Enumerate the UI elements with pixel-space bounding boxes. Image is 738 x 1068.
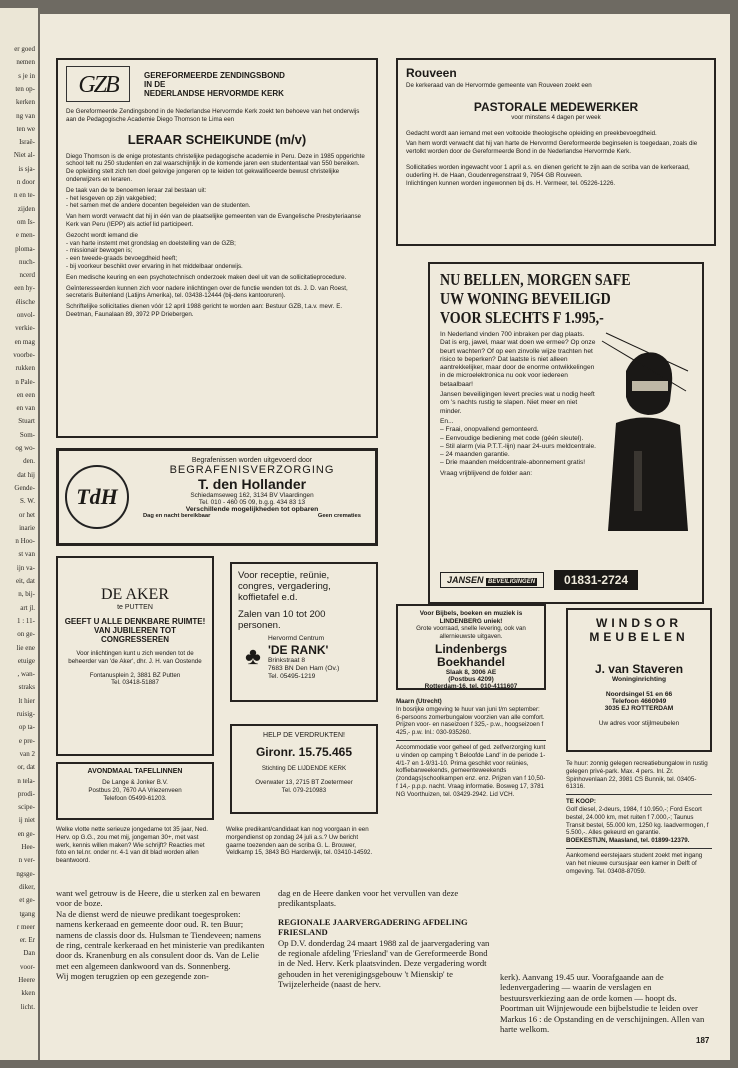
edge-text-line: n, bij- (18, 590, 35, 599)
edge-text-line: voorbe- (13, 350, 35, 359)
jansen-item2: – Eenvoudige bediening met code (géén sleutel). (440, 434, 584, 442)
edge-text-line: en van (16, 404, 35, 413)
classifieds-right (566, 760, 712, 878)
classified-maarn-head: Maarn (Utrecht) (396, 698, 442, 705)
windsor-advert (566, 608, 712, 752)
jansen-headline-3: VOOR SLECHTS F 1.995,- (440, 308, 604, 327)
edge-text-line: n en te- (14, 191, 35, 200)
rouveen-place: Rouveen (406, 66, 457, 80)
edge-text-line: dat hij (17, 470, 35, 479)
gzb-p6: Een medische keuring en een psychotechnisch onderzoek maken deel uit van de sollicitatieprocedure. (66, 273, 347, 281)
edge-text-line: S. W. (20, 497, 35, 506)
edge-text-line: or, dat (17, 763, 35, 772)
jansen-headline-1: NU BELLEN, MORGEN SAFE (440, 270, 631, 289)
aker-name: DE AKER (101, 586, 169, 603)
rank-centre: Hervormd Centrum (268, 635, 325, 642)
gzb-p7: Geïnteresseerden kunnen zich voor nadere inlichtingen over de functie wenden tot ds. J. D. van Roest, secretaris Buitenland (Latijns Amerika), tel. 03438-12444 (bij-dens kantooruren). (66, 284, 348, 300)
classified-dating: Welke vlotte nette serieuze jongedame tot 35 jaar, Ned. Herv. op G.G., zou met mij, jongeman 30+, met vast werk, kennis willen maken? Wie schrijft? Reacties met foto en tel.nr. onder nr. 4-1 van dit blad worden allen beantwoord. (56, 826, 208, 865)
edge-text-line: e men- (15, 231, 35, 240)
edge-text-line: n ver- (18, 856, 35, 865)
classified-camping: Accommodatie voor geheel of ged. zelfverzorging kunt u vinden op camping 't Beloofde Land' in de periode 1-4/1-7 en 1-9/31-10. Prima geschikt voor reünies, koffiebarweekends, gemeenteweekends (zondags)schoolkampen enz. enz. Prijzen van f 10,50-f 14,- p.p.p. nacht. Vraag informatie. Bosweg 17, 3781 NG Voorthuizen, tel. 03429-2942. Lid VCH. (396, 743, 546, 798)
gzb-p1: Diego Thomson is de enige protestants christelijke pedagogische academie in Peru. Deze in 1985 opgerichte school telt nu 250 studenten en zal waarschijnlijk in de komende jaren een studententaal van 550 bereiken. (66, 152, 365, 168)
aker-address: Fontanusplein 2, 3881 BZ Putten (89, 671, 181, 679)
jansen-logo (440, 572, 544, 588)
edge-text-line: en een (16, 390, 35, 399)
edge-text-line: lt hier (18, 696, 35, 705)
edge-text-line: straks (18, 683, 35, 692)
article-col2-body: Op D.V. donderdag 24 maart 1988 zal de jaarvergadering van de regionale afdeling 'Friesland' van de Gereformeerde Bond in de Ned. Herv. Kerk plaatsvinden. Deze vergadering wordt gehouden in het verenigingsgebouw 't Mienskip' te Twijzelerheide (naast de herv. (278, 937, 490, 990)
lindenbergs-address-3: Rotterdam-16, tel. 010-4111607 (424, 683, 518, 690)
aker-telephone: Tel. 03418-51887 (111, 679, 159, 687)
hollander-advert (56, 448, 378, 546)
edge-text-line: Heere (18, 976, 35, 984)
rank-name: 'DE RANK' (268, 643, 329, 657)
lindenbergs-advert (396, 604, 546, 690)
article-col1-p3: Wij mogen terugzien op een gezegende zon- (56, 971, 209, 982)
article-col1-p2: Na de dienst werd de nieuwe predikant toegesproken: namens kerkeraad en gemeente door oud. R. ten Buur; namens de classis door ds. Hulsman te Tiendeveen; namens de ring, centrale kerkeraad en het ministerie van predikanten door ds. Kranenburg en als consulent door ds. Van de Lelie met een algemeen dankwoord van ds. Sonnenberg. (56, 908, 265, 971)
edge-text-line: er goed (14, 45, 35, 53)
burglar-illustration (596, 331, 692, 566)
edge-text-line: een hy- (14, 284, 35, 293)
jansen-brand-2: BEVEILIGINGEN (488, 579, 536, 585)
grapes-icon: ♣ (245, 643, 261, 670)
jansen-headline-2: UW WONING BEVEILIGD (440, 289, 611, 308)
classified-maarn: In bosrijke omgeving te huur van juni t/m september: 6-persoons zomerbungalow voorzien van alle comfort. Prijzen voor- en naseizoen f 325,- p.w., hoogseizoen f 425,- p.w. Inl.: 030-935260. (396, 705, 545, 737)
lijdende-kerk-giro: Gironr. 15.75.465 (255, 745, 353, 759)
gzb-p8: Schriftelijke sollicitaties dienen vóór 12 april 1988 gericht te worden aan: Bestuur GZB, t.a.v. mevr. E. Deetman, Faunalaan 89, 3972 PP Driebergen. (66, 303, 343, 318)
rank-line-3: koffietafel e.d. (238, 592, 298, 603)
classified-te-koop: Golf diesel, 2-deurs, 1984, f 10.950,-; Ford Escort bestel, 24.000 km, met ruiten f 7.000,-; Taunus Transit bestel, 55.000 km, 1250 kg. laadvermogen, f 5.500,-. Alles gekeurd en garantie. (566, 805, 709, 837)
rank-address-1: Brinkstraat 8 (268, 657, 306, 664)
edge-text-line: van 2 (19, 749, 35, 758)
edge-text-line: op ta- (18, 723, 35, 732)
edge-text-line: st van (18, 550, 35, 559)
left-page-edge (0, 8, 38, 1060)
rouveen-intro: De kerkeraad van de Hervormde gemeente van Rouveen zoekt een (406, 82, 592, 89)
article-col1-p1: want wel getrouw is de Heere, die u sterken zal en bewaren voor de boze. (56, 888, 261, 909)
jansen-ask: Vraag vrijblijvend de folder aan: (440, 469, 533, 477)
jansen-phone: 01831-2724 (554, 570, 638, 590)
edge-text-line: on ge- (17, 630, 35, 639)
page (40, 14, 730, 1060)
article-col3-body: kerk). Aanvang 19.45 uur. Voorafgaande aan de ledenvergadering — waarin de verslagen en bestuursverkiezing aan de orde komen — hoopt ds. Poortman uit Wijnjewoude een bijbelstudie te leiden over Markus 16 : de Opstanding en de verschijningen. Allen van harte welkom. (500, 972, 705, 1035)
edge-text-line: Dan (23, 949, 35, 958)
edge-text-line: prodi- (17, 789, 35, 798)
gzb-p5d: - bij voorkeur beschikt over ervaring in het middelbaar onderwijs. (66, 262, 243, 270)
article-col2-heading: REGIONALE JAARVERGADERING AFDELING FRIESLAND (278, 916, 468, 938)
classified-boekestijn: BOEKESTIJN, Maasland, tel. 01899-12379. (566, 837, 690, 845)
windsor-address-3: 3035 EJ ROTTERDAM (604, 705, 674, 712)
edge-text-line: n Pale- (15, 377, 35, 386)
edge-text-line: nemen (16, 58, 35, 67)
edge-text-line: et ge- (19, 896, 35, 905)
edge-text-line: inarie (19, 523, 35, 532)
edge-text-line: r meer (16, 922, 35, 931)
lindenbergs-sub: Grote voorraad, snelle levering, ook van allernieuwste uitgaven. (416, 625, 526, 640)
edge-text-line: ij niet (18, 816, 35, 825)
edge-text-line: den. (23, 457, 35, 466)
page-number: 187 (696, 1036, 710, 1045)
gzb-intro: De Gereformeerde Zendingsbond in de Nederlandse Hervormde Kerk zoekt ten behoeve van het onderwijs aan de Pedagogische Academie Diego Thomson te Lima een (66, 108, 360, 123)
edge-text-line: ten we (16, 124, 35, 133)
hollander-name2: T. den Hollander (197, 476, 307, 492)
edge-text-line: élische (15, 297, 35, 306)
windsor-word-2: MEUBELEN (589, 630, 689, 644)
edge-text-line: etuige (17, 656, 35, 665)
classified-te-huur: Te huur: zonnig gelegen recreatiebungalow in rustig gelegen privé-park. Max. 4 pers. Inl. Zr. Spinhovenlaan 22, 3981 CS Bunnik, tel. 03405-61316. (566, 760, 708, 791)
hollander-name1: BEGRAFENISVERZORGING (169, 464, 335, 476)
lindenbergs-name-1: Lindenbergs (434, 642, 507, 656)
jansen-item4: – 24 maanden garantie. (440, 451, 510, 459)
avondmaal-line-2: Postbus 20, 7670 AA Vriezenveen (88, 786, 182, 794)
gzb-p5b: - missionair bewogen is; (66, 247, 133, 255)
classified-predikant: Welke predikant/candidaat kan nog voorgaan in een morgendienst op zondag 24 juli a.s.? Uw bericht gaarne toezenden aan de scriba G. L. Brouwer, Veldkamp 15, 3843 BG Harderwijk, tel. 03410-14592. (226, 826, 373, 857)
rank-line-2: congres, vergadering, (238, 581, 331, 592)
edge-text-line: art jl. (20, 603, 35, 612)
lindenbergs-top: Voor Bijbels, boeken en muziek is LINDENBERG uniek! (419, 610, 523, 625)
aker-info: Voor inlichtingen kunt u zich wenden tot de beheerder van 'de Aker', dhr. J. H. van Oostende (68, 650, 202, 665)
aker-advert (56, 556, 214, 756)
rank-telephone: Tel. 05495-1219 (268, 673, 316, 680)
jansen-item5: – Drie maanden meldcentrale-abonnement gratis! (440, 459, 586, 467)
gzb-job-title: LERAAR SCHEIKUNDE (m/v) (127, 131, 307, 147)
windsor-subtitle: Woninginrichting (611, 676, 667, 683)
lijdende-kerk-telephone: Tel. 079-210983 (281, 786, 327, 794)
jansen-en: En... (440, 417, 454, 425)
edge-text-line: zijden (17, 204, 35, 213)
edge-text-line: s je in (18, 71, 35, 80)
article-col-1 (56, 888, 268, 982)
rouveen-p1: Gedacht wordt aan iemand met een voltooide theologische opleiding en preekbevoegdheid. (406, 129, 657, 137)
gzb-p5c: - een tweede-graads bevoegdheid heeft; (66, 255, 178, 263)
rouveen-p3: Sollicitaties worden ingewacht voor 1 april a.s. en dienen gericht te zijn aan de scriba van de kerkeraad, ouderling H. de Haan, Goudenregenstraat 9, 7954 GB Rouveen. (406, 163, 690, 179)
edge-text-line: en mag (14, 337, 35, 346)
rouveen-advert (396, 58, 716, 246)
article-col2-top: dag en de Heere danken voor het vervullen van deze predikantsplaats. (278, 888, 459, 909)
gzb-p5: Gezocht wordt iemand die (66, 231, 138, 239)
edge-text-line: en ge- (17, 829, 35, 838)
edge-text-line: n door (16, 178, 35, 186)
classifieds-middle (396, 698, 546, 802)
jansen-body: In Nederland vinden 700 inbraken per dag plaats. Dat is erg, jawel, maar wat doen we ermee? Op onze beurt wachten? Of op een zinvolle wijze trachten het risico te beperken? Dat laatste is niet alleen aantrekkelijker, maar door de enorme ontwikkelingen in de microelektronica nu ook voor iedereen betaalbaar! (440, 331, 596, 388)
windsor-tagline: Uw adres voor stijlmeubelen (598, 720, 680, 727)
lijdende-kerk-name: Stichting DE LIJDENDE KERK (261, 765, 347, 772)
hollander-monogram-logo: TdH (65, 465, 129, 529)
avondmaal-advert (56, 762, 214, 820)
lindenbergs-name-2: Boekhandel (436, 655, 505, 669)
gzb-p5a: - van harte instemt met grondslag en doelstelling van de GZB; (66, 239, 236, 247)
edge-text-line: ploma- (15, 244, 35, 253)
hollander-line: Verschillende mogelijkheden tot opbaren (185, 506, 319, 513)
edge-text-line: er. Er (19, 936, 35, 945)
edge-text-line: lie ene (16, 643, 35, 652)
gzb-p3b: - het samen met de andere docenten begeleiden van de studenten. (66, 202, 251, 210)
hollander-telephone: Tel. 010 - 460 05 09, b.g.g. 434 83 13 (198, 499, 306, 506)
edge-text-line: e pre- (18, 736, 35, 745)
avondmaal-line-1: De Lange & Jonker B.V. (102, 779, 168, 786)
gzb-advert (56, 58, 378, 438)
edge-text-line: scipe- (18, 803, 35, 812)
edge-text-line: ten op- (15, 84, 35, 93)
aker-place: te PUTTEN (117, 604, 153, 611)
edge-text-line: kerken (15, 98, 35, 107)
classifieds-left (56, 826, 378, 868)
edge-text-line: licht. (20, 1002, 35, 1011)
edge-text-line: n tela- (17, 776, 35, 785)
rank-address-2: 7683 BN Den Ham (Ov.) (268, 665, 340, 672)
edge-text-line: , wan- (17, 670, 35, 679)
jansen-item3: – Stil alarm (via P.T.T.-lijn) naar 24-uurs meldcentrale. (440, 442, 596, 450)
windsor-name: J. van Staveren (594, 662, 684, 676)
jansen-body2: Jansen beveiligingen levert precies wat u nodig heeft om 's nachts rustig te slapen. Niet meer en niet minder. (440, 391, 595, 415)
edge-text-line: Som- (19, 430, 35, 439)
avondmaal-line-3: Telefoon 05499-61203. (103, 794, 167, 802)
hollander-day-night: Dag en nacht bereikbaar (143, 513, 211, 519)
edge-text-line: kken (21, 989, 35, 998)
article-col-2 (278, 888, 490, 990)
gzb-p4: Van hem wordt verwacht dat hij in één van de plaatselijke gemeenten van de Evangelische Presbyteriaanse Kerk van Peru (IEPP) als actief lid participeert. (66, 213, 361, 228)
edge-text-line: onvol- (16, 311, 35, 319)
aker-headline: GEEFT U ALLE DENKBARE RUIMTE! VAN JUBILEREN TOT CONGRESSEREN (64, 617, 206, 644)
rouveen-p2: Van hem wordt verwacht dat hij van harte de Hervormd Gereformeerde beginselen is toegedaan, zoals die vertolkt worden door de Gereformeerde Bond in de Nederlandse Hervormde Kerk. (406, 140, 698, 156)
edge-text-line: og wo- (15, 444, 35, 452)
lindenbergs-address-1: Slaak 8, 3006 AE (445, 669, 497, 676)
hollander-top: Begrafenissen worden uitgevoerd door (191, 457, 313, 464)
edge-text-line: om Is- (16, 217, 35, 226)
jansen-brand: JANSEN (447, 575, 484, 585)
gzb-p3a: - het lesgeven op zijn vakgebied; (66, 194, 157, 202)
edge-text-line: Gende- (14, 483, 35, 492)
rank-line-1: Voor receptie, reünie, (238, 570, 330, 581)
edge-text-line: tgang (19, 909, 35, 918)
hollander-no-cremation: Geen crematies (317, 513, 361, 519)
jansen-item1: – Fraai, onopvallend gemonteerd. (440, 426, 539, 434)
windsor-word-1: WINDSOR (596, 616, 682, 630)
classified-student: Aankomend eerstejaars student zoekt met ingang van het nieuwe cursusjaar een kamer in Delft of omgeving. Tel. 03408-87059. (566, 851, 703, 875)
windsor-address-1: Noordsingel 51 en 66 (605, 691, 673, 698)
edge-text-line: or het (18, 510, 35, 519)
avondmaal-title: AVONDMAAL TAFELLINNEN (87, 768, 183, 775)
lijdende-kerk-address: Overwater 13, 2715 BT Zoetermeer (255, 778, 353, 786)
lijdende-kerk-help: HELP DE VERDRUKTEN! (263, 732, 345, 739)
jansen-advert (428, 262, 704, 604)
rouveen-subtitle: voor minstens 4 dagen per week (511, 113, 601, 121)
gzb-org-line2: IN DE (144, 79, 166, 89)
classified-te-koop-head: TE KOOP: (566, 798, 596, 806)
edge-text-line: verkie- (15, 324, 35, 333)
edge-text-line: ncerd (19, 271, 35, 280)
edge-text-line: ng van (16, 111, 35, 120)
edge-text-line: Hee- (21, 843, 35, 851)
gzb-logo: GZB (66, 66, 130, 102)
edge-text-line: ruisig- (16, 710, 35, 718)
rank-advert (230, 562, 378, 702)
edge-text-line: diker, (19, 882, 35, 891)
edge-text-line: voor- (19, 962, 35, 971)
edge-text-line: Israë- (19, 138, 35, 147)
edge-text-line: is sja- (18, 164, 35, 173)
edge-text-line: rukken (15, 364, 35, 373)
lindenbergs-address-2: (Postbus 4209) (448, 676, 494, 683)
rank-line-4: Zalen van 10 tot 200 (238, 609, 326, 620)
edge-text-line: ijn va- (16, 563, 35, 572)
hollander-address: Schiedamseweg 162, 3134 BV Vlaardingen (190, 492, 314, 499)
edge-text-line: Stuart (18, 417, 35, 426)
edge-text-line: ngsge- (16, 869, 35, 878)
rank-line-5: personen. (238, 620, 281, 631)
article-col-3 (500, 972, 712, 1034)
rouveen-job-title: PASTORALE MEDEWERKER (473, 99, 639, 114)
lijdende-kerk-advert (230, 724, 378, 814)
edge-text-line: Niet al- (13, 151, 35, 160)
edge-text-line: eit, dat (15, 577, 35, 585)
edge-text-line: nuch- (19, 257, 35, 266)
rouveen-p4: Inlichtingen kunnen worden ingewonnen bij ds. H. Vermeer, tel. 05226-1226. (406, 179, 616, 187)
gzb-p3: De taak van de te benoemen leraar zal bestaan uit: (66, 186, 207, 194)
gzb-org-line3: NEDERLANDSE HERVORMDE KERK (144, 88, 284, 98)
edge-text-line: n Hoo- (15, 537, 35, 546)
edge-text-line: 1 : 11- (16, 616, 35, 625)
gzb-org-line1: GEREFORMEERDE ZENDINGSBOND (144, 70, 285, 80)
gzb-p2: De opleiding stelt zich ten doel gelovige jongeren op te leiden tot gekwalificeerde bewust christelijke onderwijzers en leraren. (66, 168, 340, 183)
windsor-address-2: Telefoon 4660949 (611, 698, 667, 705)
